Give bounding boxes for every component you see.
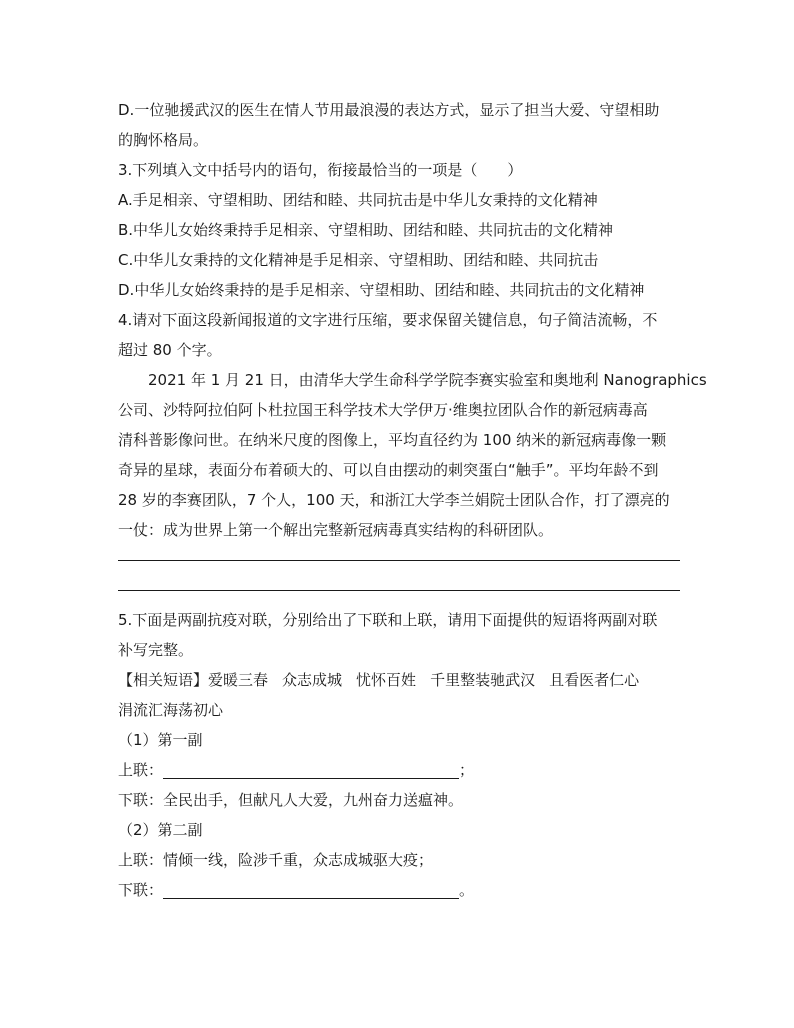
q4-stem-line2: 超过 80 个字。 <box>118 341 222 359</box>
q4-passage-line: 一仗：成为世界上第一个解出完整新冠病毒真实结构的科研团队。 <box>118 521 554 539</box>
q5-pair1-lower: 下联：全民出手，但献凡人大爱，九州奋力送瘟神。 <box>118 791 464 809</box>
q5-pair1-upper-label: 上联： <box>118 761 164 779</box>
q5-pair1-upper-blank[interactable] <box>163 759 459 779</box>
q4-stem-line1: 4.请对下面这段新闻报道的文字进行压缩，要求保留关键信息，句子简洁流畅，不 <box>118 311 658 329</box>
q4-passage-line: 清科普影像问世。在纳米尺度的图像上，平均直径约为 100 纳米的新冠病毒像一颗 <box>118 431 667 449</box>
q5-pair1-upper-end: ； <box>459 761 475 779</box>
q4-passage-line: 公司、沙特阿拉伯阿卜杜拉国王科学技术大学伊万·维奥拉团队合作的新冠病毒高 <box>118 401 648 419</box>
q5-pair2-lower-label: 下联： <box>118 881 164 899</box>
q5-pair1-upper <box>118 755 680 785</box>
q5-pair2-lower-end: 。 <box>459 881 475 899</box>
q5-phrase: 众志成城 <box>282 671 343 689</box>
q5-pair2-lower-blank[interactable] <box>163 879 459 899</box>
q5-phrase: 忧怀百姓 <box>356 671 417 689</box>
q5-pair2-lower <box>118 875 680 905</box>
q3-stem: 3.下列填入文中括号内的语句，衔接最恰当的一项是（ ） <box>118 161 523 179</box>
worksheet-page <box>118 95 707 905</box>
q4-passage-line: 28 岁的李赛团队，7 个人，100 天，和浙江大学李兰娟院士团队合作，打了漂亮的 <box>118 491 670 509</box>
q2-option-d-line2: 的胸怀格局。 <box>118 131 209 149</box>
q5-phrase: 爱暖三春 <box>208 671 269 689</box>
q4-answer-line-1[interactable] <box>118 545 680 575</box>
q2-option-d-line1: D.一位驰援武汉的医生在情人节用最浪漫的表达方式，显示了担当大爱、守望相助 <box>118 101 660 119</box>
q4-passage-line: 奇异的星球，表面分布着硕大的、可以自由摆动的刺突蛋白“触手”。平均年龄不到 <box>118 461 659 479</box>
q4-passage-line: 2021 年 1 月 21 日，由清华大学生命科学学院李赛实验室和奥地利 Nanographics <box>148 371 707 389</box>
q4-answer-line-2[interactable] <box>118 575 680 605</box>
q5-phrases-label: 【相关短语】 <box>118 671 209 689</box>
q5-phrase: 且看医者仁心 <box>549 671 640 689</box>
q3-option-d: D.中华儿女始终秉持的是手足相亲、守望相助、团结和睦、共同抗击的文化精神 <box>118 281 645 299</box>
q3-option-c: C.中华儿女秉持的文化精神是手足相亲、守望相助、团结和睦、共同抗击 <box>118 251 599 269</box>
q3-option-a: A.手足相亲、守望相助、团结和睦、共同抗击是中华儿女秉持的文化精神 <box>118 191 598 209</box>
q5-stem-line2: 补写完整。 <box>118 641 194 659</box>
q5-pair2-upper: 上联：情倾一线，险涉千重，众志成城驱大疫； <box>118 851 434 869</box>
q5-stem-line1: 5.下面是两副抗疫对联，分别给出了下联和上联，请用下面提供的短语将两副对联 <box>118 611 658 629</box>
q5-phrase: 千里整装驰武汉 <box>430 671 536 689</box>
q5-phrases-line2: 涓流汇海荡初心 <box>118 701 224 719</box>
q5-phrases <box>118 665 680 695</box>
q5-pair2-title: （2）第二副 <box>118 821 203 839</box>
q5-pair1-title: （1）第一副 <box>118 731 203 749</box>
q3-option-b: B.中华儿女始终秉持手足相亲、守望相助、团结和睦、共同抗击的文化精神 <box>118 221 614 239</box>
